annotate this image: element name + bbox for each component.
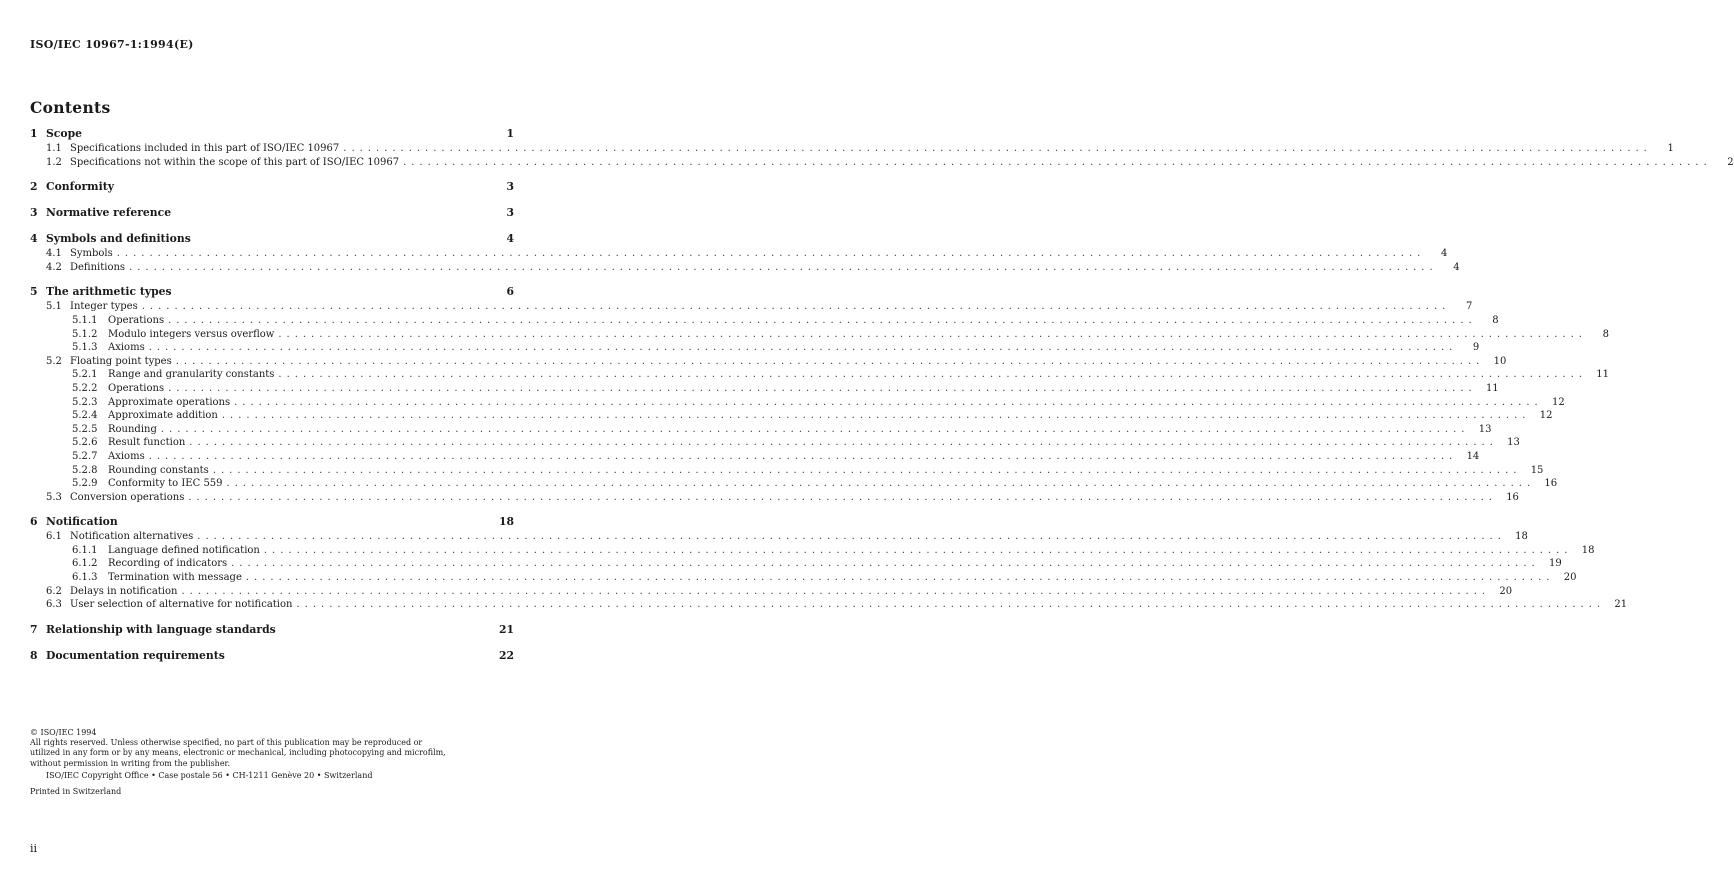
toc-entry <box>30 247 1448 261</box>
toc-entry-page: 4 <box>1453 261 1460 273</box>
toc-entry-page: 14 <box>1466 450 1480 462</box>
toc-entry-title: Approximate operations <box>108 396 231 408</box>
contents-title: Contents <box>30 98 111 117</box>
toc-leader: ................................................................................................................................................................ <box>188 491 1497 503</box>
toc-entry-title: Specifications not within the scope of this part of ISO/IEC 10967 <box>70 156 400 168</box>
toc-entry-page: 11 <box>1485 382 1499 394</box>
toc-entry <box>30 598 1628 612</box>
toc-leader: ................................................................................................................................................................ <box>116 248 1426 260</box>
toc-entry-title: User selection of alternative for notification <box>70 599 293 611</box>
toc-entry-page: 7 <box>1465 301 1473 313</box>
toc-entry <box>30 142 1674 156</box>
toc-leader: ................................................................................................................................................................ <box>189 437 1498 449</box>
toc-entry-page: 22 <box>498 648 514 662</box>
toc-leader: ................................................................................................................................................................ <box>234 396 1543 408</box>
toc-entry-number: 5.2.6 <box>72 437 98 449</box>
toc-leader: ................................................................................................................................................................ <box>226 478 1536 490</box>
toc-entry <box>30 341 1480 355</box>
toc-entry-title: Symbols and definitions <box>46 232 191 246</box>
toc-entry-page: 10 <box>1493 355 1507 367</box>
toc-entry <box>30 179 514 195</box>
toc-entry-title: The arithmetic types <box>46 285 172 299</box>
toc-entry-page: 2 <box>1727 156 1734 168</box>
toc-entry-number: 4 <box>30 232 38 246</box>
toc-entry <box>30 585 1513 599</box>
toc-entry-page: 16 <box>1506 491 1519 503</box>
toc-entry-title: Range and granularity constants <box>108 369 275 381</box>
toc-entry-page: 12 <box>1551 396 1565 408</box>
toc-entry-page: 21 <box>498 622 514 636</box>
toc-entry <box>30 450 1480 464</box>
toc-entry <box>30 396 1565 410</box>
toc-leader: ................................................................................................................................................................ <box>181 585 1491 597</box>
toc-entry <box>30 328 1609 342</box>
toc-entry-number: 5.2.3 <box>72 396 98 408</box>
printed-in: Printed in Switzerland <box>30 787 122 797</box>
toc-entry-number: 5.1.3 <box>72 342 98 354</box>
toc-leader: ................................................................................................................................................................ <box>141 301 1451 313</box>
toc-entry <box>30 314 1499 328</box>
toc-entry-page: 11 <box>1596 369 1610 381</box>
toc-leader: ................................................................................................................................................................ <box>197 531 1506 543</box>
toc-entry <box>30 284 514 300</box>
toc-entry-page: 18 <box>498 515 514 529</box>
toc-entry-page: 3 <box>506 180 514 194</box>
toc-entry-title: Rounding constants <box>108 464 209 476</box>
toc-entry-number: 5.2.8 <box>72 464 98 476</box>
toc-entry <box>30 514 514 530</box>
toc-entry-page: 20 <box>1563 572 1577 584</box>
toc-entry-title: Language defined notification <box>108 544 260 556</box>
toc-entry <box>30 557 1562 571</box>
toc-entry-title: Relationship with language standards <box>46 622 276 636</box>
toc-leader: ................................................................................................................................................................ <box>175 355 1485 367</box>
toc-entry-number: 5.2.7 <box>72 450 98 462</box>
toc-entry-number: 5.1 <box>46 301 62 313</box>
toc-entry <box>30 477 1558 491</box>
toc-entry-number: 5.2.9 <box>72 478 98 490</box>
page-number: ii <box>30 842 38 855</box>
toc-entry-number: 5.2 <box>46 355 62 367</box>
toc-entry-number: 4.2 <box>46 261 62 273</box>
toc-entry <box>30 368 1610 382</box>
toc-leader: ................................................................................................................................................................ <box>263 544 1573 556</box>
document-header: ISO/IEC 10967-1:1994(E) <box>30 38 194 51</box>
toc-entry-title: Notification alternatives <box>70 531 194 543</box>
toc-entry-number: 5.2.1 <box>72 369 98 381</box>
toc-entry-number: 6 <box>30 515 38 529</box>
toc-entry-number: 5.2.4 <box>72 410 98 422</box>
toc-leader: ................................................................................................................................................................ <box>278 328 1587 340</box>
toc-leader: ................................................................................................................................................................ <box>403 156 1712 168</box>
toc-entry-number: 6.2 <box>46 585 62 597</box>
toc-leader: ................................................................................................................................................................ <box>148 450 1458 462</box>
toc-entry <box>30 205 514 221</box>
toc-entry-number: 5.2.2 <box>72 382 98 394</box>
toc-entry-number: 1 <box>30 127 38 140</box>
toc-entry-title: Documentation requirements <box>46 648 225 662</box>
toc-entry-title: Recording of indicators <box>108 558 228 570</box>
toc-entry-number: 6.1.3 <box>72 572 98 584</box>
toc-leader: ................................................................................................................................................................ <box>129 261 1438 273</box>
toc-leader: ................................................................................................................................................................ <box>148 342 1458 354</box>
toc-entry-title: Normative reference <box>46 206 172 220</box>
toc-entry-title: Operations <box>108 314 165 326</box>
toc-entry-page: 4 <box>506 232 514 246</box>
toc-entry-page: 16 <box>1544 478 1558 490</box>
toc-entry-number: 3 <box>30 206 38 220</box>
toc-entry-title: Delays in notification <box>70 585 178 597</box>
toc-entry <box>30 156 1734 170</box>
toc-entry-number: 1.2 <box>46 156 62 168</box>
toc-entry-number: 5.1.2 <box>72 328 98 340</box>
toc-leader: ................................................................................................................................................................ <box>245 572 1555 584</box>
toc-entry <box>30 355 1507 369</box>
toc-entry-number: 6.1 <box>46 531 62 543</box>
toc-entry-page: 13 <box>1507 437 1520 449</box>
rights-statement: All rights reserved. Unless otherwise specified, no part of this publication may be reproduced or utilized in any form or by any means, electronic or mechanical, including photocopying and microfilm, without permission in writing from the publisher. <box>30 738 446 768</box>
table-of-contents <box>30 126 1734 664</box>
toc-entry-number: 5.2.5 <box>72 423 98 435</box>
toc-entry-title: Axioms <box>108 450 145 462</box>
toc-entry-number: 6.1.1 <box>72 544 98 556</box>
toc-entry-page: 4 <box>1440 248 1448 260</box>
toc-entry-title: Scope <box>46 127 82 140</box>
toc-entry-title: Modulo integers versus overflow <box>108 328 275 340</box>
toc-entry <box>30 382 1499 396</box>
toc-entry-title: Definitions <box>70 261 126 273</box>
toc-entry <box>30 530 1528 544</box>
toc-leader: ................................................................................................................................................................ <box>231 558 1540 570</box>
toc-entry-title: Conformity to IEC 559 <box>108 478 223 490</box>
toc-entry <box>30 544 1595 558</box>
toc-entry-page: 21 <box>1614 599 1628 611</box>
toc-leader: ................................................................................................................................................................ <box>221 410 1531 422</box>
toc-entry-number: 5.1.1 <box>72 314 98 326</box>
toc-entry-title: Termination with message <box>108 572 242 584</box>
toc-entry-page: 12 <box>1539 410 1553 422</box>
toc-leader: ................................................................................................................................................................ <box>160 423 1470 435</box>
toc-entry-number: 5 <box>30 285 38 299</box>
copyright-line: © ISO/IEC 1994 <box>30 728 97 737</box>
toc-entry <box>30 231 514 247</box>
toc-entry-page: 9 <box>1472 342 1480 354</box>
toc-entry-title: Result function <box>108 437 186 449</box>
toc-entry-title: Conformity <box>46 180 114 194</box>
toc-entry-page: 1 <box>1667 143 1674 154</box>
toc-entry-page: 8 <box>1492 314 1499 326</box>
toc-entry-page: 18 <box>1515 531 1528 543</box>
toc-entry-page: 3 <box>506 206 514 220</box>
toc-entry-page: 6 <box>506 285 514 299</box>
toc-entry-title: Floating point types <box>70 355 172 367</box>
toc-entry <box>30 261 1460 275</box>
toc-leader: ................................................................................................................................................................ <box>168 382 1477 394</box>
toc-leader: ................................................................................................................................................................ <box>212 464 1522 476</box>
toc-entry-number: 1.1 <box>46 143 62 154</box>
toc-entry <box>30 126 514 142</box>
toc-entry <box>30 409 1553 423</box>
toc-entry-number: 7 <box>30 622 38 636</box>
toc-leader: ................................................................................................................................................................ <box>278 369 1588 381</box>
toc-entry-title: Axioms <box>108 342 145 354</box>
copyright-office-address: ISO/IEC Copyright Office • Case postale 56 • CH-1211 Genève 20 • Switzerland <box>46 770 373 780</box>
toc-entry <box>30 464 1544 478</box>
copyright-footer <box>30 728 450 797</box>
toc-entry-title: Conversion operations <box>70 491 185 503</box>
toc-entry-number: 6.3 <box>46 599 62 611</box>
toc-entry-title: Rounding <box>108 423 157 435</box>
toc-entry-page: 13 <box>1478 423 1492 435</box>
toc-leader: ................................................................................................................................................................ <box>343 143 1652 154</box>
toc-entry <box>30 300 1473 314</box>
toc-leader: ................................................................................................................................................................ <box>296 599 1606 611</box>
toc-leader: ................................................................................................................................................................ <box>168 314 1477 326</box>
toc-entry-number: 4.1 <box>46 248 62 260</box>
toc-entry-title: Specifications included in this part of ISO/IEC 10967 <box>70 143 340 154</box>
toc-entry <box>30 571 1577 585</box>
toc-entry-number: 8 <box>30 648 38 662</box>
toc-entry <box>30 491 1519 505</box>
toc-entry-title: Integer types <box>70 301 138 313</box>
toc-entry-title: Approximate addition <box>108 410 218 422</box>
toc-entry-title: Symbols <box>70 248 113 260</box>
toc-entry <box>30 423 1492 437</box>
toc-entry-title: Notification <box>46 515 118 529</box>
toc-entry-page: 15 <box>1530 464 1544 476</box>
toc-entry-page: 20 <box>1499 585 1513 597</box>
toc-entry <box>30 436 1520 450</box>
toc-entry-number: 2 <box>30 180 38 194</box>
toc-entry-page: 18 <box>1581 544 1595 556</box>
toc-entry-page: 8 <box>1602 328 1609 340</box>
toc-entry <box>30 648 514 664</box>
toc-entry-title: Operations <box>108 382 165 394</box>
toc-entry <box>30 622 514 638</box>
toc-entry-page: 19 <box>1548 558 1562 570</box>
toc-entry-number: 6.1.2 <box>72 558 98 570</box>
toc-entry-page: 1 <box>506 127 514 140</box>
toc-entry-number: 5.3 <box>46 491 62 503</box>
